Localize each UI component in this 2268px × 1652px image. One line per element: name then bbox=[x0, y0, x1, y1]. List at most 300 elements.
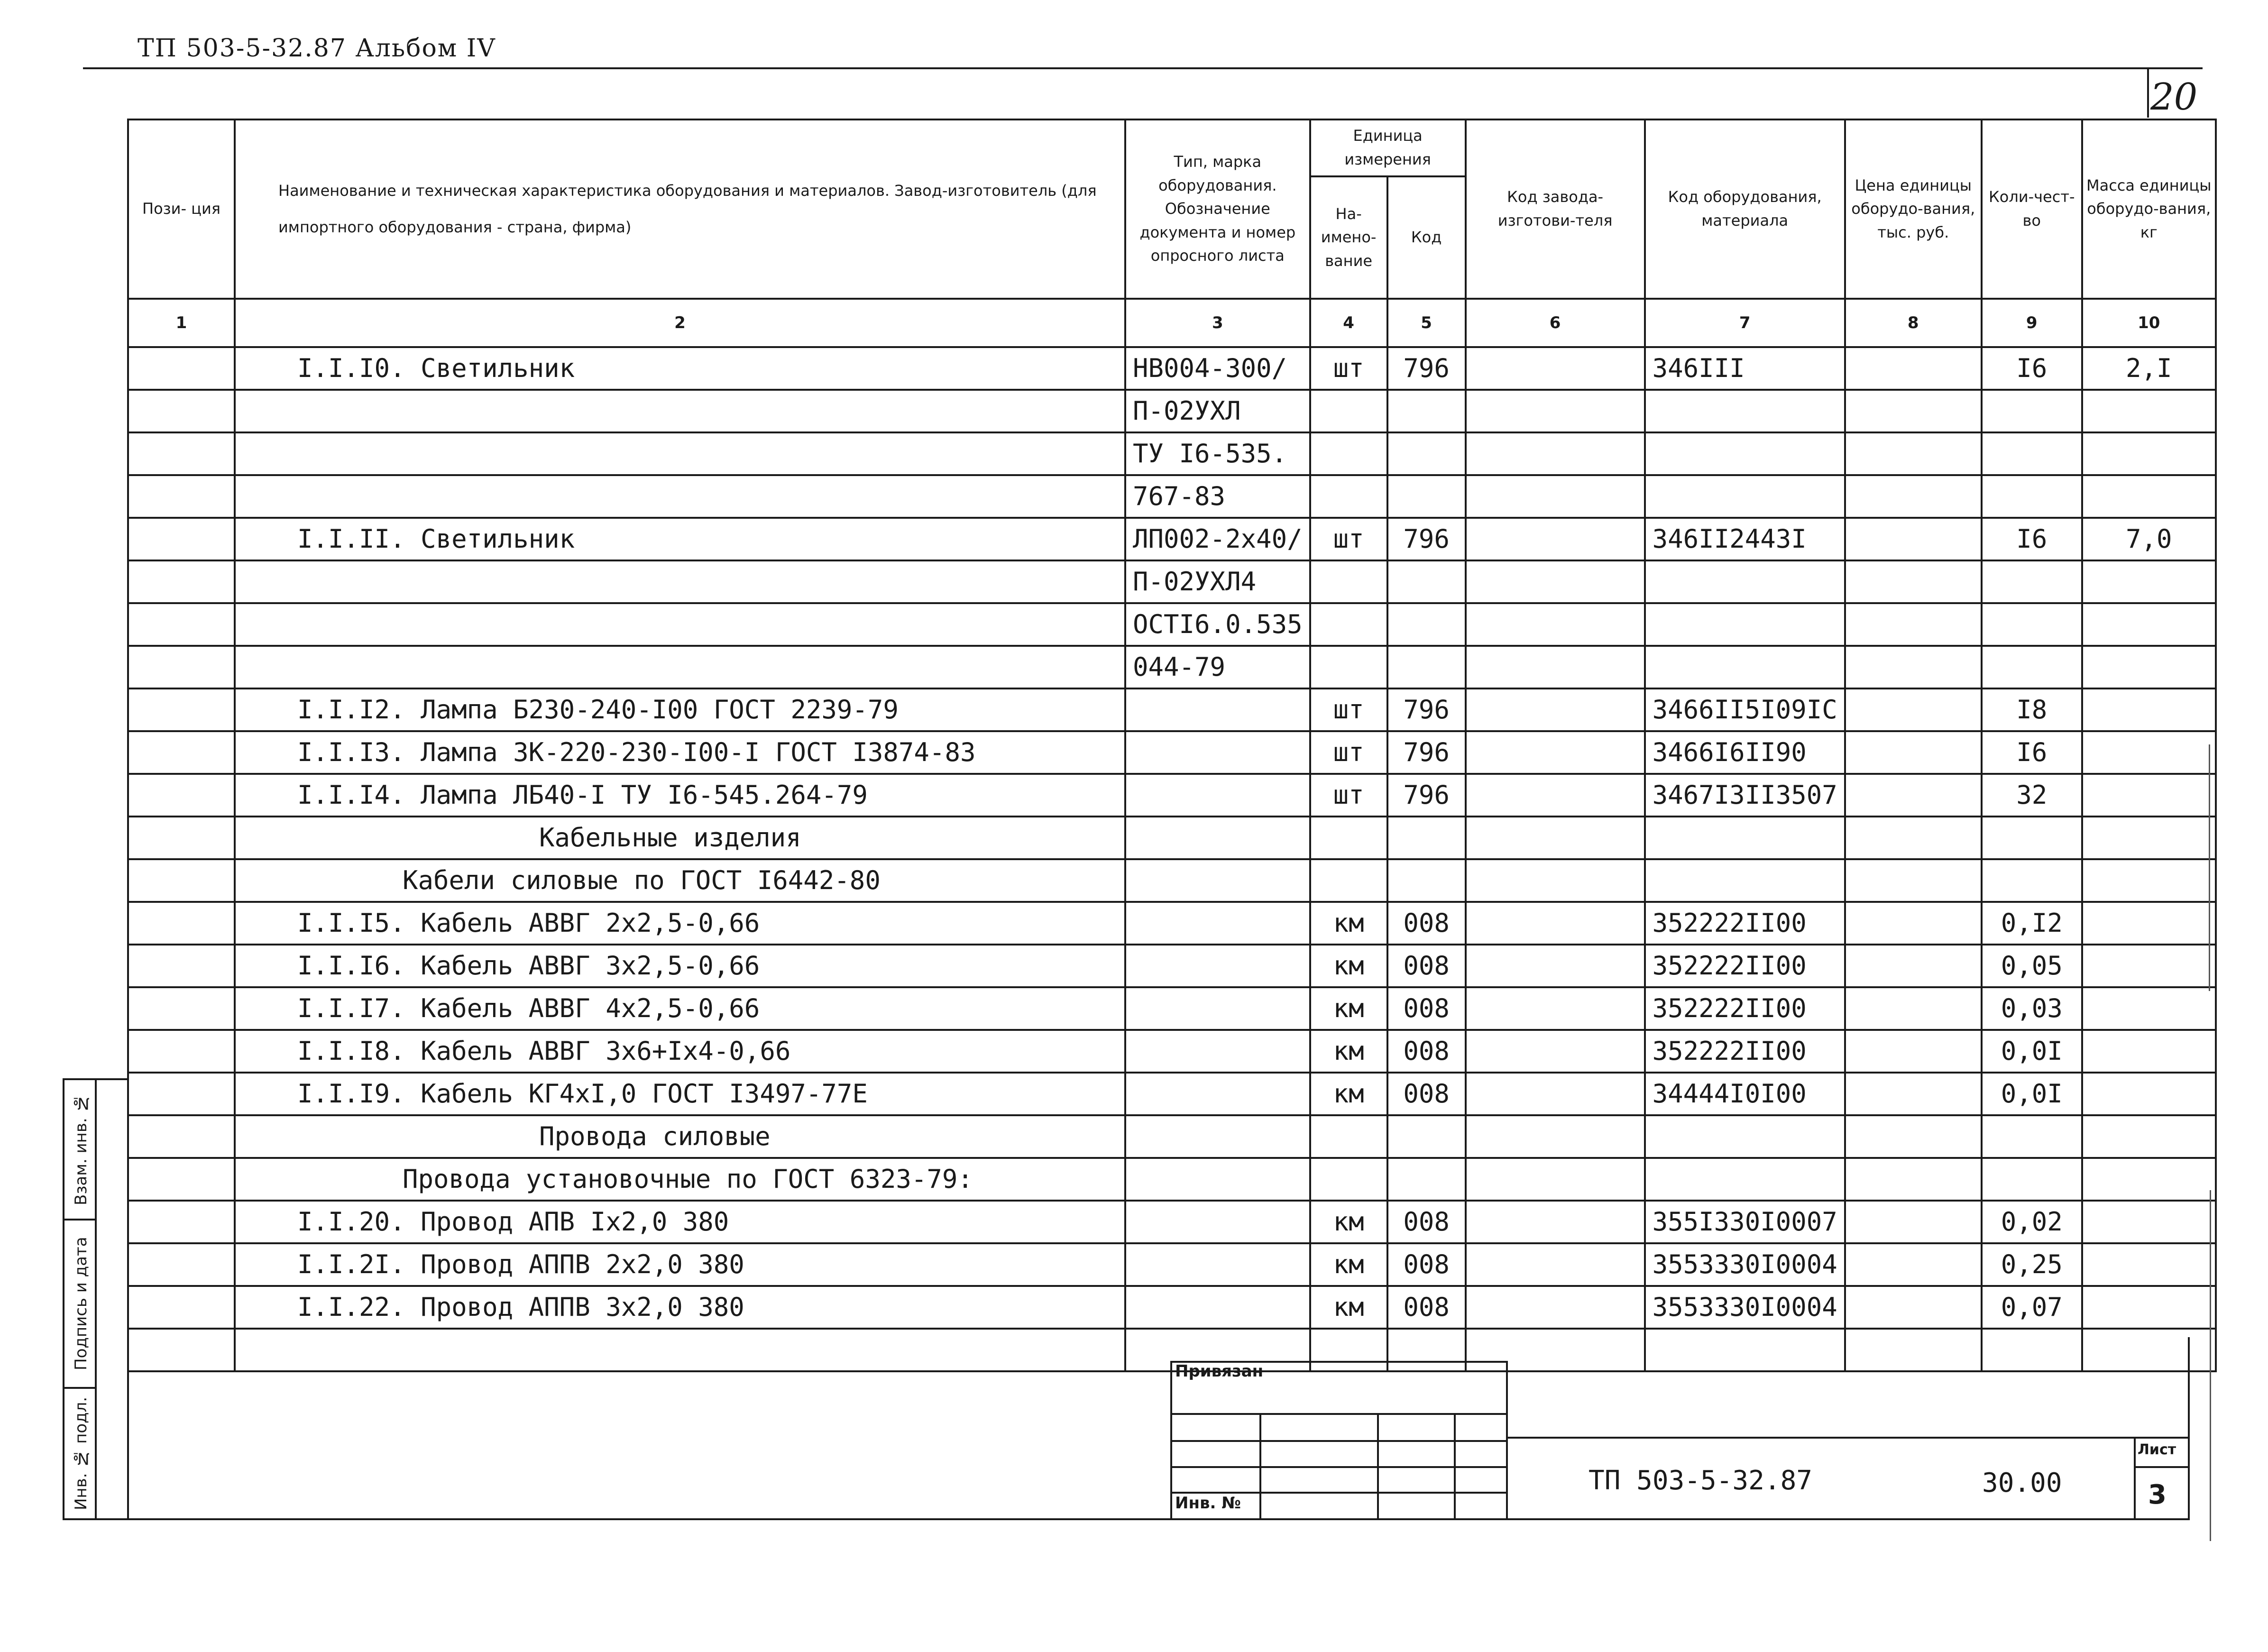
cell-name: I.I.I9. Кабель КГ4хI,0 ГОСТ I3497-77Е bbox=[235, 1073, 1125, 1115]
cell-position bbox=[128, 817, 235, 859]
cell-unit bbox=[1310, 1329, 1387, 1371]
column-number: 3 bbox=[1125, 299, 1310, 347]
cell-position bbox=[128, 688, 235, 731]
cell-unit: км bbox=[1310, 945, 1387, 987]
cell-factory-code bbox=[1466, 646, 1645, 688]
stamp-document-code: ТП 503-5-32.87 bbox=[1589, 1465, 1813, 1496]
cell-position bbox=[128, 560, 235, 603]
cell-position bbox=[128, 1243, 235, 1286]
cell-factory-code bbox=[1466, 518, 1645, 560]
cell-unit-code bbox=[1387, 1115, 1466, 1158]
cell-unit-code: 008 bbox=[1387, 1073, 1466, 1115]
cell-factory-code bbox=[1466, 817, 1645, 859]
cell-unit: шт bbox=[1310, 518, 1387, 560]
cell-price bbox=[1845, 560, 1982, 603]
table-row bbox=[128, 1201, 2216, 1243]
cell-name bbox=[235, 390, 1125, 432]
cell-price bbox=[1845, 1073, 1982, 1115]
cell-type bbox=[1125, 987, 1310, 1030]
frame-right bbox=[2188, 1337, 2190, 1520]
header-factory-code: Код завода-изготови-теля bbox=[1466, 119, 1645, 299]
margin-strip-bottom bbox=[63, 1518, 129, 1520]
cell-name: Провода установочные по ГОСТ 6323-79: bbox=[235, 1158, 1125, 1201]
column-number: 10 bbox=[2082, 299, 2216, 347]
stamp-col-1 bbox=[1259, 1413, 1261, 1520]
cell-type bbox=[1125, 859, 1310, 902]
cell-unit: шт bbox=[1310, 347, 1387, 390]
frame-left bbox=[127, 1337, 129, 1520]
cell-quantity: I6 bbox=[1982, 347, 2082, 390]
cell-type bbox=[1125, 774, 1310, 817]
cell-mass bbox=[2082, 475, 2216, 518]
cell-quantity: 0,05 bbox=[1982, 945, 2082, 987]
cell-mass bbox=[2082, 902, 2216, 945]
cell-unit-code: 008 bbox=[1387, 945, 1466, 987]
cell-material-code bbox=[1645, 817, 1845, 859]
cell-unit: км bbox=[1310, 1243, 1387, 1286]
cell-quantity bbox=[1982, 646, 2082, 688]
column-number: 5 bbox=[1387, 299, 1466, 347]
cell-mass bbox=[2082, 945, 2216, 987]
cell-name: I.I.I4. Лампа ЛБ40-I ТУ I6-545.264-79 bbox=[235, 774, 1125, 817]
cell-material-code: 346III bbox=[1645, 347, 1845, 390]
cell-position bbox=[128, 731, 235, 774]
table-row bbox=[128, 646, 2216, 688]
cell-name: I.I.I8. Кабель АВВГ 3х6+Iх4-0,66 bbox=[235, 1030, 1125, 1073]
cell-type bbox=[1125, 688, 1310, 731]
cell-mass bbox=[2082, 1201, 2216, 1243]
cell-quantity: 0,07 bbox=[1982, 1286, 2082, 1329]
cell-name bbox=[235, 1329, 1125, 1371]
cell-unit: км bbox=[1310, 1030, 1387, 1073]
table-row bbox=[128, 1073, 2216, 1115]
cell-unit: км bbox=[1310, 987, 1387, 1030]
column-number: 7 bbox=[1645, 299, 1845, 347]
cell-name: Кабельные изделия bbox=[235, 817, 1125, 859]
table-row bbox=[128, 1030, 2216, 1073]
cell-name: I.I.I7. Кабель АВВГ 4х2,5-0,66 bbox=[235, 987, 1125, 1030]
cell-unit bbox=[1310, 817, 1387, 859]
cell-unit bbox=[1310, 560, 1387, 603]
stamp-main-top bbox=[1506, 1437, 2189, 1439]
cell-factory-code bbox=[1466, 603, 1645, 646]
cell-name bbox=[235, 432, 1125, 475]
cell-quantity: 0,25 bbox=[1982, 1243, 2082, 1286]
cell-unit bbox=[1310, 859, 1387, 902]
cell-quantity: I6 bbox=[1982, 731, 2082, 774]
cell-type: П-02УХЛ bbox=[1125, 390, 1310, 432]
cell-price bbox=[1845, 347, 1982, 390]
cell-price bbox=[1845, 646, 1982, 688]
cell-position bbox=[128, 1201, 235, 1243]
cell-material-code: 34444I0I00 bbox=[1645, 1073, 1845, 1115]
stamp-col-2 bbox=[1377, 1413, 1379, 1520]
cell-unit-code: 796 bbox=[1387, 688, 1466, 731]
column-number: 8 bbox=[1845, 299, 1982, 347]
cell-unit bbox=[1310, 1115, 1387, 1158]
cell-unit-code: 796 bbox=[1387, 347, 1466, 390]
cell-type bbox=[1125, 1115, 1310, 1158]
specification-table bbox=[127, 119, 2217, 1372]
cell-quantity: 0,I2 bbox=[1982, 902, 2082, 945]
cell-material-code: 3466II5I09IC bbox=[1645, 688, 1845, 731]
cell-factory-code bbox=[1466, 1329, 1645, 1371]
cell-factory-code bbox=[1466, 731, 1645, 774]
cell-mass bbox=[2082, 1243, 2216, 1286]
cell-position bbox=[128, 603, 235, 646]
column-number: 1 bbox=[128, 299, 235, 347]
cell-quantity bbox=[1982, 1329, 2082, 1371]
frame-bottom bbox=[127, 1518, 2190, 1520]
cell-price bbox=[1845, 859, 1982, 902]
cell-type: ЛП002-2х40/ bbox=[1125, 518, 1310, 560]
cell-unit: км bbox=[1310, 1201, 1387, 1243]
cell-type: 767-83 bbox=[1125, 475, 1310, 518]
header-position: Пози- ция bbox=[128, 119, 235, 299]
cell-unit: шт bbox=[1310, 688, 1387, 731]
cell-factory-code bbox=[1466, 774, 1645, 817]
cell-name: Кабели силовые по ГОСТ I6442-80 bbox=[235, 859, 1125, 902]
cell-name: I.I.I2. Лампа Б230-240-I00 ГОСТ 2239-79 bbox=[235, 688, 1125, 731]
linked-label: Привязан bbox=[1175, 1362, 1264, 1381]
cell-type: ОСТI6.0.535 bbox=[1125, 603, 1310, 646]
cell-price bbox=[1845, 475, 1982, 518]
header-unit: Единица измерения bbox=[1310, 119, 1466, 176]
cell-position bbox=[128, 347, 235, 390]
cell-position bbox=[128, 945, 235, 987]
cell-material-code bbox=[1645, 475, 1845, 518]
cell-unit-code bbox=[1387, 1329, 1466, 1371]
cell-factory-code bbox=[1466, 1115, 1645, 1158]
corner-box-left bbox=[2147, 69, 2149, 118]
cell-mass bbox=[2082, 1073, 2216, 1115]
column-number: 9 bbox=[1982, 299, 2082, 347]
cell-mass bbox=[2082, 1158, 2216, 1201]
cell-material-code: 3467I3II3507 bbox=[1645, 774, 1845, 817]
stamp-section-code: 30.00 bbox=[1982, 1468, 2062, 1498]
table-row bbox=[128, 1158, 2216, 1201]
cell-price bbox=[1845, 518, 1982, 560]
cell-type bbox=[1125, 1030, 1310, 1073]
scan-artifact bbox=[2209, 744, 2210, 991]
table-row bbox=[128, 945, 2216, 987]
cell-type: ТУ I6-535. bbox=[1125, 432, 1310, 475]
specification-rows bbox=[128, 347, 2216, 1371]
cell-price bbox=[1845, 945, 1982, 987]
table-row bbox=[128, 603, 2216, 646]
cell-material-code: 3553330I0004 bbox=[1645, 1286, 1845, 1329]
cell-unit: шт bbox=[1310, 731, 1387, 774]
cell-unit-code: 008 bbox=[1387, 1030, 1466, 1073]
header-quantity: Коли-чест-во bbox=[1982, 119, 2082, 299]
cell-quantity: 32 bbox=[1982, 774, 2082, 817]
cell-unit-code bbox=[1387, 646, 1466, 688]
cell-mass: 2,I bbox=[2082, 347, 2216, 390]
cell-price bbox=[1845, 817, 1982, 859]
table-row bbox=[128, 688, 2216, 731]
cell-type bbox=[1125, 1158, 1310, 1201]
cell-name: I.I.20. Провод АПВ Iх2,0 380 bbox=[235, 1201, 1125, 1243]
cell-unit bbox=[1310, 646, 1387, 688]
cell-position bbox=[128, 859, 235, 902]
stamp-row-2 bbox=[1170, 1440, 1507, 1442]
cell-price bbox=[1845, 1286, 1982, 1329]
table-row bbox=[128, 1243, 2216, 1286]
cell-unit: км bbox=[1310, 902, 1387, 945]
cell-unit-code: 008 bbox=[1387, 987, 1466, 1030]
column-number: 4 bbox=[1310, 299, 1387, 347]
cell-mass bbox=[2082, 1030, 2216, 1073]
cell-type bbox=[1125, 1201, 1310, 1243]
cell-type bbox=[1125, 945, 1310, 987]
column-number: 2 bbox=[235, 299, 1125, 347]
cell-unit-code: 796 bbox=[1387, 518, 1466, 560]
cell-material-code: 352222II00 bbox=[1645, 945, 1845, 987]
table-row bbox=[128, 902, 2216, 945]
cell-mass bbox=[2082, 688, 2216, 731]
cell-material-code bbox=[1645, 1115, 1845, 1158]
cell-quantity: 0,0I bbox=[1982, 1030, 2082, 1073]
table-row bbox=[128, 347, 2216, 390]
cell-type bbox=[1125, 902, 1310, 945]
cell-factory-code bbox=[1466, 1201, 1645, 1243]
cell-mass bbox=[2082, 731, 2216, 774]
header-unit-code: Код bbox=[1387, 176, 1466, 299]
cell-factory-code bbox=[1466, 945, 1645, 987]
cell-name bbox=[235, 646, 1125, 688]
cell-price bbox=[1845, 1201, 1982, 1243]
cell-unit-code: 796 bbox=[1387, 774, 1466, 817]
cell-mass bbox=[2082, 1286, 2216, 1329]
cell-unit-code bbox=[1387, 603, 1466, 646]
cell-mass: 7,0 bbox=[2082, 518, 2216, 560]
cell-position bbox=[128, 1030, 235, 1073]
cell-unit-code bbox=[1387, 432, 1466, 475]
cell-position bbox=[128, 432, 235, 475]
cell-unit-code: 008 bbox=[1387, 1201, 1466, 1243]
side-label-original-inv: Инв. № подл. bbox=[72, 1396, 91, 1511]
cell-mass bbox=[2082, 560, 2216, 603]
cell-unit: км bbox=[1310, 1073, 1387, 1115]
cell-position bbox=[128, 518, 235, 560]
header-material-code: Код оборудования, материала bbox=[1645, 119, 1845, 299]
cell-unit bbox=[1310, 432, 1387, 475]
cell-mass bbox=[2082, 774, 2216, 817]
cell-price bbox=[1845, 774, 1982, 817]
cell-unit bbox=[1310, 390, 1387, 432]
cell-mass bbox=[2082, 432, 2216, 475]
cell-quantity: I8 bbox=[1982, 688, 2082, 731]
cell-factory-code bbox=[1466, 560, 1645, 603]
cell-unit-code: 008 bbox=[1387, 1286, 1466, 1329]
cell-material-code bbox=[1645, 603, 1845, 646]
column-number: 6 bbox=[1466, 299, 1645, 347]
cell-factory-code bbox=[1466, 1158, 1645, 1201]
table-row bbox=[128, 817, 2216, 859]
cell-position bbox=[128, 987, 235, 1030]
table-row bbox=[128, 432, 2216, 475]
stamp-col-3 bbox=[1454, 1413, 1456, 1520]
table-row bbox=[128, 859, 2216, 902]
cell-unit-code: 796 bbox=[1387, 731, 1466, 774]
cell-price bbox=[1845, 1329, 1982, 1371]
cell-material-code: 352222II00 bbox=[1645, 987, 1845, 1030]
cell-price bbox=[1845, 1243, 1982, 1286]
cell-factory-code bbox=[1466, 1286, 1645, 1329]
sheet-box-left bbox=[2134, 1437, 2136, 1520]
cell-factory-code bbox=[1466, 859, 1645, 902]
cell-quantity bbox=[1982, 432, 2082, 475]
cell-type: 044-79 bbox=[1125, 646, 1310, 688]
sheet-label: Лист bbox=[2138, 1441, 2176, 1458]
cell-name: I.I.2I. Провод АППВ 2х2,0 380 bbox=[235, 1243, 1125, 1286]
cell-mass bbox=[2082, 1115, 2216, 1158]
cell-position bbox=[128, 774, 235, 817]
cell-factory-code bbox=[1466, 347, 1645, 390]
table-row bbox=[128, 1115, 2216, 1158]
table-row bbox=[128, 390, 2216, 432]
cell-material-code: 352222II00 bbox=[1645, 1030, 1845, 1073]
cell-quantity bbox=[1982, 1115, 2082, 1158]
cell-quantity bbox=[1982, 390, 2082, 432]
cell-position bbox=[128, 1329, 235, 1371]
cell-quantity bbox=[1982, 1158, 2082, 1201]
cell-quantity bbox=[1982, 560, 2082, 603]
cell-unit-code bbox=[1387, 475, 1466, 518]
cell-material-code bbox=[1645, 646, 1845, 688]
cell-mass bbox=[2082, 987, 2216, 1030]
cell-material-code bbox=[1645, 1329, 1845, 1371]
cell-unit bbox=[1310, 475, 1387, 518]
cell-material-code: 3553330I0004 bbox=[1645, 1243, 1845, 1286]
header-unit-name: На-имено-вание bbox=[1310, 176, 1387, 299]
cell-mass bbox=[2082, 646, 2216, 688]
cell-quantity bbox=[1982, 603, 2082, 646]
cell-unit-code: 008 bbox=[1387, 902, 1466, 945]
inventory-label: Инв. № bbox=[1175, 1494, 1241, 1513]
document-title: ТП 503-5-32.87 Альбом IV bbox=[138, 34, 496, 63]
cell-type bbox=[1125, 1073, 1310, 1115]
side-label-signature-date: Подпись и дата bbox=[72, 1237, 91, 1371]
table-row bbox=[128, 1286, 2216, 1329]
table-row bbox=[128, 560, 2216, 603]
header-type: Тип, марка оборудования. Обозначение документа и номер опросного листа bbox=[1125, 119, 1310, 299]
cell-factory-code bbox=[1466, 987, 1645, 1030]
cell-mass bbox=[2082, 817, 2216, 859]
cell-factory-code bbox=[1466, 1073, 1645, 1115]
cell-factory-code bbox=[1466, 432, 1645, 475]
cell-material-code: 352222II00 bbox=[1645, 902, 1845, 945]
cell-price bbox=[1845, 1030, 1982, 1073]
cell-price bbox=[1845, 390, 1982, 432]
cell-unit bbox=[1310, 1158, 1387, 1201]
cell-position bbox=[128, 1158, 235, 1201]
header-price: Цена единицы оборудо-вания, тыс. руб. bbox=[1845, 119, 1982, 299]
cell-unit-code bbox=[1387, 859, 1466, 902]
cell-unit: шт bbox=[1310, 774, 1387, 817]
table-row bbox=[128, 475, 2216, 518]
cell-mass bbox=[2082, 390, 2216, 432]
cell-quantity: 0,02 bbox=[1982, 1201, 2082, 1243]
cell-position bbox=[128, 1073, 235, 1115]
cell-unit: км bbox=[1310, 1286, 1387, 1329]
table-row bbox=[128, 987, 2216, 1030]
cell-price bbox=[1845, 1115, 1982, 1158]
cell-unit-code bbox=[1387, 817, 1466, 859]
cell-mass bbox=[2082, 1329, 2216, 1371]
cell-type: НВ004-300/ bbox=[1125, 347, 1310, 390]
cell-name: I.I.I3. Лампа ЗК-220-230-I00-I ГОСТ I3874-83 bbox=[235, 731, 1125, 774]
cell-position bbox=[128, 1286, 235, 1329]
header-name: Наименование и техническая характеристика оборудования и материалов. Завод-изготовитель (для импортного оборудования - страна, фирма) bbox=[235, 119, 1125, 299]
cell-material-code bbox=[1645, 1158, 1845, 1201]
table-row bbox=[128, 774, 2216, 817]
cell-type bbox=[1125, 817, 1310, 859]
cell-unit-code bbox=[1387, 390, 1466, 432]
cell-price bbox=[1845, 731, 1982, 774]
cell-unit-code bbox=[1387, 1158, 1466, 1201]
cell-name bbox=[235, 603, 1125, 646]
cell-material-code bbox=[1645, 859, 1845, 902]
cell-name: I.I.22. Провод АППВ 3х2,0 380 bbox=[235, 1286, 1125, 1329]
sheet-number: 3 bbox=[2148, 1479, 2167, 1510]
cell-name: I.I.I0. Светильник bbox=[235, 347, 1125, 390]
header-mass: Масса единицы оборудо-вания, кг bbox=[2082, 119, 2216, 299]
cell-mass bbox=[2082, 603, 2216, 646]
cell-factory-code bbox=[1466, 902, 1645, 945]
cell-factory-code bbox=[1466, 1030, 1645, 1073]
cell-quantity bbox=[1982, 475, 2082, 518]
cell-price bbox=[1845, 1158, 1982, 1201]
cell-name bbox=[235, 475, 1125, 518]
cell-factory-code bbox=[1466, 688, 1645, 731]
cell-name bbox=[235, 560, 1125, 603]
cell-price bbox=[1845, 688, 1982, 731]
cell-type bbox=[1125, 1243, 1310, 1286]
cell-position bbox=[128, 646, 235, 688]
cell-quantity: I6 bbox=[1982, 518, 2082, 560]
cell-quantity bbox=[1982, 859, 2082, 902]
stamp-row-3 bbox=[1170, 1466, 1507, 1468]
cell-price bbox=[1845, 603, 1982, 646]
cell-material-code: 355I330I0007 bbox=[1645, 1201, 1845, 1243]
cell-unit-code: 008 bbox=[1387, 1243, 1466, 1286]
cell-unit-code bbox=[1387, 560, 1466, 603]
cell-name: I.I.II. Светильник bbox=[235, 518, 1125, 560]
cell-price bbox=[1845, 987, 1982, 1030]
cell-name: I.I.I5. Кабель АВВГ 2х2,5-0,66 bbox=[235, 902, 1125, 945]
table-row bbox=[128, 518, 2216, 560]
cell-quantity: 0,0I bbox=[1982, 1073, 2082, 1115]
side-label-replaced-inv: Взам. инв. № bbox=[72, 1093, 91, 1205]
cell-type bbox=[1125, 731, 1310, 774]
cell-mass bbox=[2082, 859, 2216, 902]
cell-factory-code bbox=[1466, 1243, 1645, 1286]
cell-quantity: 0,03 bbox=[1982, 987, 2082, 1030]
cell-position bbox=[128, 1115, 235, 1158]
cell-position bbox=[128, 390, 235, 432]
sheet-box-split bbox=[2134, 1466, 2189, 1468]
cell-material-code: 3466I6II90 bbox=[1645, 731, 1845, 774]
cell-name: I.I.I6. Кабель АВВГ 3х2,5-0,66 bbox=[235, 945, 1125, 987]
cell-factory-code bbox=[1466, 390, 1645, 432]
cell-factory-code bbox=[1466, 475, 1645, 518]
table-row bbox=[128, 731, 2216, 774]
cell-position bbox=[128, 902, 235, 945]
cell-material-code: 346II2443I bbox=[1645, 518, 1845, 560]
cell-price bbox=[1845, 902, 1982, 945]
cell-material-code bbox=[1645, 390, 1845, 432]
